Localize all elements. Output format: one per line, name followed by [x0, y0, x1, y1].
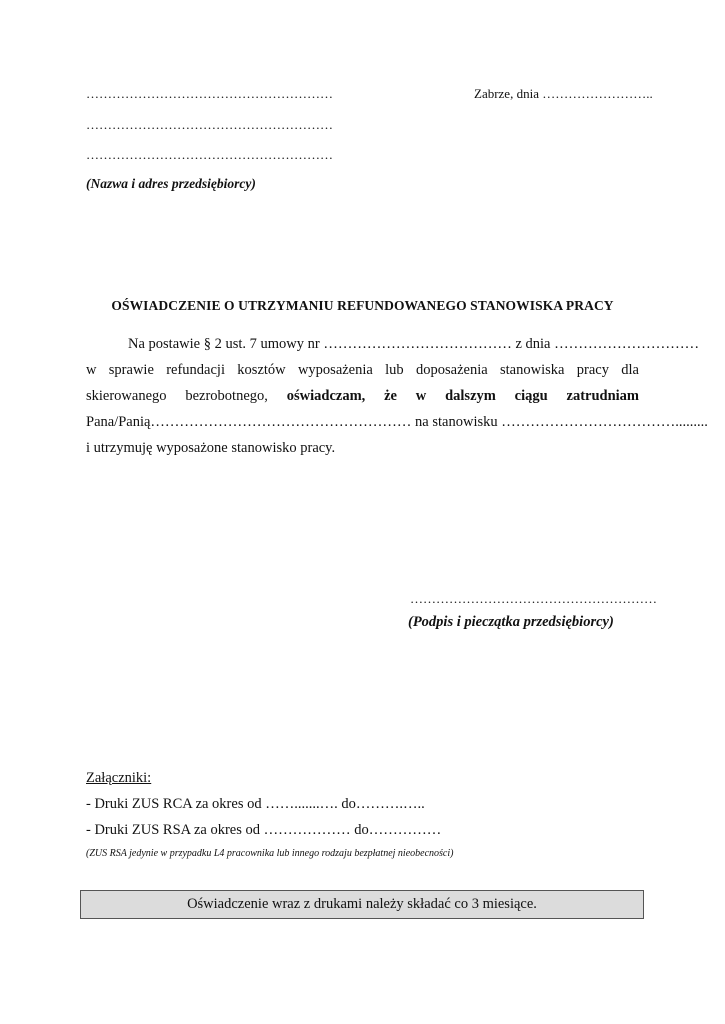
statement-line-3 [86, 383, 639, 409]
document-title: OŚWIADCZENIE O UTRZYMANIU REFUNDOWANEGO STANOWISKA PRACY [111, 298, 614, 313]
statement-line-2: w sprawie refundacji kosztów wyposażenia lub doposażenia stanowiska pracy dla [86, 362, 639, 378]
statement-line-5: i utrzymuję wyposażone stanowisko pracy. [86, 440, 336, 456]
statement-line-1: Na postawie § 2 ust. 7 umowy nr ………………………………… z dnia ………………………… [128, 336, 700, 352]
attachment-zus-rsa: - Druki ZUS RSA za okres od ……………… do…………… [86, 822, 442, 838]
signature-line: ………………………………………………… [410, 591, 657, 606]
statement-paragraph [86, 331, 708, 461]
company-name-line: ………………………………………………… [86, 86, 333, 101]
company-address-line-2: ………………………………………………… [86, 147, 333, 162]
attachment-note: (ZUS RSA jedynie w przypadku L4 pracownika lub innego rodzaju bezpłatnej nieobecności) [86, 848, 454, 859]
statement-line-4: Pana/Panią……………………………………………… na stanowisku ………………………………......... [86, 414, 708, 430]
signature-caption: (Podpis i pieczątka przedsiębiorcy) [408, 614, 614, 630]
company-address-line-1: ………………………………………………… [86, 117, 333, 132]
statement-line-3-text: skierowanego bezrobotnego, [86, 388, 268, 404]
place-date: Zabrze, dnia …………………….. [474, 86, 653, 101]
statement-declaration-bold: oświadczam, że w dalszym ciągu zatrudniam [286, 388, 640, 404]
attachments-heading: Załączniki: [86, 770, 152, 786]
company-caption: (Nazwa i adres przedsiębiorcy) [86, 176, 256, 191]
notice-text: Oświadczenie wraz z drukami należy składać co 3 miesiące. [187, 896, 537, 912]
notice-box [80, 890, 644, 919]
attachment-zus-rca: - Druki ZUS RCA za okres od …….......…. do……….….. [86, 796, 425, 812]
